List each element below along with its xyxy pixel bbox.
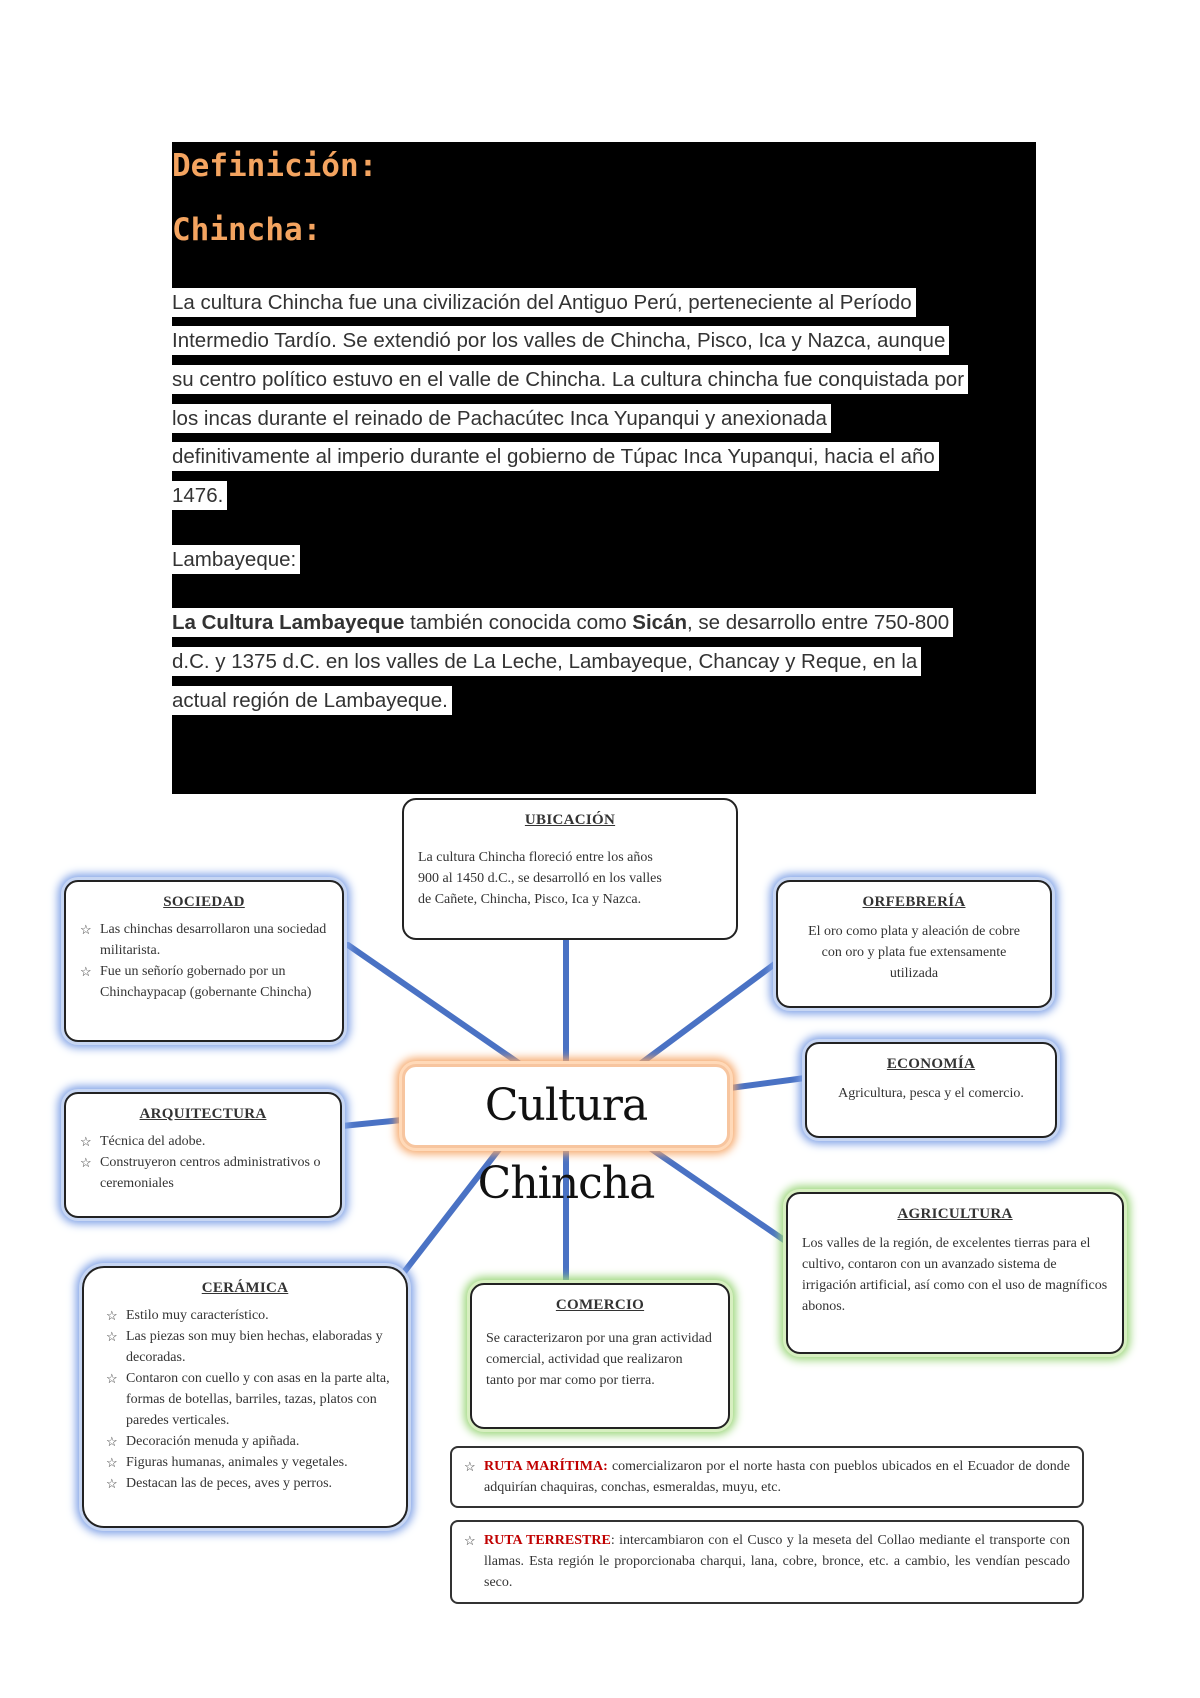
lambayeque-bold-1: La Cultura Lambayeque	[172, 611, 405, 634]
economia-box	[805, 1042, 1057, 1138]
ceramica-title: CERÁMICA	[201, 1280, 289, 1296]
heading-chincha: Chincha:	[172, 212, 322, 248]
lambayeque-line-3: actual región de Lambayeque.	[172, 686, 452, 715]
chincha-line-2: Intermedio Tardío. Se extendió por los valles de Chincha, Pisco, Ica y Nazca, aunque	[172, 326, 949, 355]
lambayeque-text-1: también conocida como	[404, 611, 633, 634]
sociedad-box	[64, 880, 344, 1042]
connector-orfebreria	[640, 960, 780, 1064]
connector-economia	[730, 1078, 805, 1088]
chincha-line-6: 1476.	[172, 481, 227, 510]
lambayeque-label: Lambayeque:	[172, 545, 300, 574]
ruta-maritima-box	[450, 1446, 1084, 1508]
arquitectura-item: ☆ Técnica del adobe.	[100, 1131, 326, 1152]
orfebreria-title: ORFEBRERÍA	[862, 894, 966, 910]
ceramica-item: ☆ Destacan las de peces, aves y perros.	[126, 1473, 392, 1494]
center-node	[402, 1064, 730, 1209]
orfebreria-line-3: utilizada	[889, 966, 939, 981]
ruta-terrestre-text: : intercambiaron con el Cusco y la meseta del Collao mediante el transporte con llamas. Esta región le proporcionaba charqui, lana, cobre, bronce, etc. a cambio, les vendían pescado seco.	[484, 1533, 1070, 1590]
comercio-box	[470, 1283, 730, 1429]
ceramica-item: ☆ Figuras humanas, animales y vegetales.	[126, 1452, 392, 1473]
center-title: Cultura Chincha	[477, 1080, 655, 1209]
ceramica-item: ☆ Decoración menuda y apiñada.	[126, 1431, 392, 1452]
economia-text: Agricultura, pesca y el comercio.	[838, 1086, 1024, 1101]
arquitectura-box	[64, 1092, 342, 1218]
ubicacion-box	[402, 798, 738, 940]
heading-definicion: Definición:	[172, 148, 378, 184]
chincha-line-4: los incas durante el reinado de Pachacútec Inca Yupanqui y anexionada	[172, 404, 831, 433]
agricultura-box	[786, 1192, 1124, 1354]
ruta-terrestre-label: RUTA TERRESTRE	[484, 1533, 611, 1548]
ubicacion-title: UBICACIÓN	[524, 812, 616, 828]
orfebreria-line-2: con oro y plata fue extensamente	[821, 945, 1007, 960]
sociedad-item: ☆ Fue un señorío gobernado por un Chinchaypacap (gobernante Chincha)	[100, 961, 328, 1003]
lambayeque-text-2: , se desarrollo entre 750-800	[687, 611, 950, 634]
orfebreria-box	[776, 880, 1052, 1008]
ceramica-item: ☆ Estilo muy característico.	[126, 1305, 392, 1326]
ruta-maritima-label: RUTA MARÍTIMA:	[484, 1459, 608, 1474]
arquitectura-item: ☆ Construyeron centros administrativos o ceremoniales	[100, 1152, 326, 1194]
ubicacion-line-2: 900 al 1450 d.C., se desarrolló en los valles	[418, 871, 662, 886]
sociedad-list	[66, 919, 342, 1003]
lambayeque-bold-2: Sicán	[632, 611, 687, 634]
sociedad-title: SOCIEDAD	[163, 894, 245, 910]
connector-sociedad	[348, 945, 520, 1064]
ubicacion-line-3: de Cañete, Chincha, Pisco, Ica y Nazca.	[418, 892, 642, 907]
sociedad-item: ☆ Las chinchas desarrollaron una sociedad militarista.	[100, 919, 328, 961]
comercio-text: Se caracterizaron por una gran actividad comercial, actividad que realizaron tanto por mar como por tierra.	[486, 1331, 712, 1388]
orfebreria-text	[778, 921, 1050, 984]
agricultura-text: Los valles de la región, de excelentes tierras para el cultivo, contaron con un avanzado sistema de irrigación artificial, así como con el uso de magníficos abonos.	[802, 1236, 1108, 1314]
chincha-line-5: definitivamente al imperio durante el gobierno de Túpac Inca Yupanqui, hacia el año	[172, 442, 939, 471]
arquitectura-title: ARQUITECTURA	[139, 1106, 267, 1122]
lambayeque-line-2: d.C. y 1375 d.C. en los valles de La Leche, Lambayeque, Chancay y Reque, en la	[172, 647, 921, 676]
chincha-line-1: La cultura Chincha fue una civilización del Antiguo Perú, perteneciente al Período	[172, 288, 916, 317]
economia-title: ECONOMÍA	[886, 1056, 976, 1072]
comercio-title: COMERCIO	[555, 1297, 645, 1313]
chincha-line-3: su centro político estuvo en el valle de Chincha. La cultura chincha fue conquistada por	[172, 365, 968, 394]
star-icon: ☆	[464, 1459, 476, 1474]
orfebreria-line-1: El oro como plata y aleación de cobre	[808, 924, 1020, 939]
ruta-terrestre-box	[450, 1520, 1084, 1604]
star-icon: ☆	[464, 1533, 476, 1548]
ubicacion-line-1: La cultura Chincha floreció entre los años	[418, 850, 653, 865]
ceramica-box	[82, 1266, 408, 1528]
ubicacion-text	[404, 847, 736, 910]
connector-arquitectura	[342, 1120, 402, 1126]
ceramica-item: ☆ Contaron con cuello y con asas en la parte alta, formas de botellas, barriles, tazas, platos con paredes verticales.	[126, 1368, 392, 1431]
ruta-maritima-text: comercializaron por el norte hasta con pueblos ubicados en el Ecuador de donde adquirían chaquiras, conchas, esmeraldas, muyu, etc.	[484, 1459, 1070, 1495]
ceramica-item: ☆ Las piezas son muy bien hechas, elaboradas y decoradas.	[126, 1326, 392, 1368]
arquitectura-list	[66, 1131, 340, 1194]
ceramica-list	[84, 1305, 406, 1494]
agricultura-title: AGRICULTURA	[897, 1206, 1013, 1222]
